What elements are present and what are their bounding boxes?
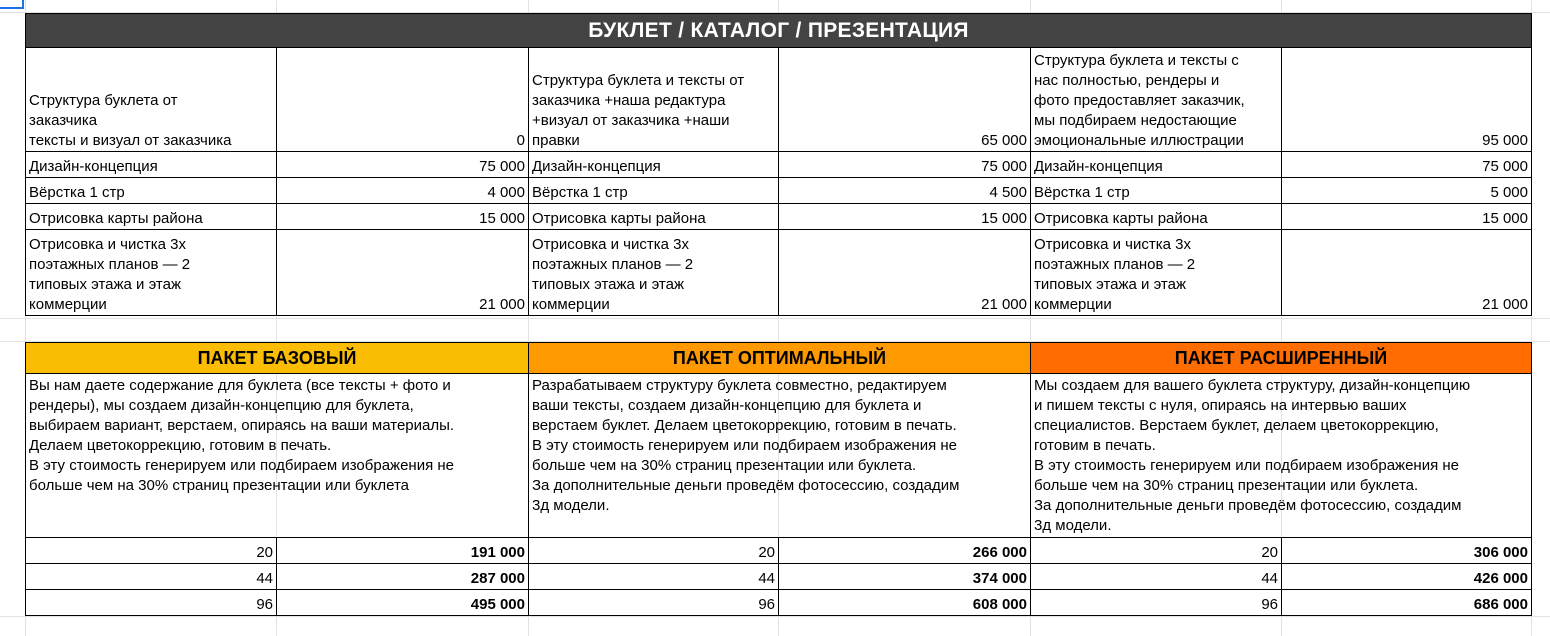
- package-extended-header[interactable]: ПАКЕТ РАСШИРЕННЫЙ: [1031, 343, 1532, 374]
- package-total[interactable]: 266 000: [779, 538, 1031, 564]
- option-1-label[interactable]: Структура буклета от заказчика тексты и визуал от заказчика: [26, 48, 277, 152]
- package-total[interactable]: 374 000: [779, 564, 1031, 590]
- package-total[interactable]: 686 000: [1282, 590, 1532, 616]
- package-total[interactable]: 608 000: [779, 590, 1031, 616]
- service-label[interactable]: Отрисовка карты района: [529, 204, 779, 230]
- options-table: [25, 13, 1532, 316]
- package-pages[interactable]: 44: [26, 564, 277, 590]
- option-1-price[interactable]: 0: [277, 48, 529, 152]
- service-label[interactable]: Отрисовка карты района: [1031, 204, 1282, 230]
- package-price-row: [26, 564, 1532, 590]
- service-row: [26, 152, 1532, 178]
- service-price[interactable]: 4 000: [277, 178, 529, 204]
- service-label[interactable]: Вёрстка 1 стр: [1031, 178, 1282, 204]
- service-price[interactable]: 15 000: [1282, 204, 1532, 230]
- plans-price[interactable]: 21 000: [1282, 230, 1532, 316]
- service-row: [26, 204, 1532, 230]
- gridline: [0, 318, 1550, 319]
- package-pages[interactable]: 44: [529, 564, 779, 590]
- package-pages[interactable]: 20: [26, 538, 277, 564]
- option-3-label[interactable]: Структура буклета и тексты с нас полностью, рендеры и фото предоставляет заказчик, мы подбираем недостающие эмоциональные иллюстрации: [1031, 48, 1282, 152]
- package-total[interactable]: 426 000: [1282, 564, 1532, 590]
- option-2-label[interactable]: Структура буклета и тексты от заказчика +наша редактура +визуал от заказчика +наши правки: [529, 48, 779, 152]
- package-total[interactable]: 495 000: [277, 590, 529, 616]
- service-price[interactable]: 4 500: [779, 178, 1031, 204]
- service-label[interactable]: Дизайн-концепция: [26, 152, 277, 178]
- service-label[interactable]: Дизайн-концепция: [1031, 152, 1282, 178]
- package-price-row: [26, 538, 1532, 564]
- package-optimal-header[interactable]: ПАКЕТ ОПТИМАЛЬНЫЙ: [529, 343, 1031, 374]
- plans-row: [26, 230, 1532, 316]
- package-pages[interactable]: 96: [1031, 590, 1282, 616]
- service-label[interactable]: Дизайн-концепция: [529, 152, 779, 178]
- service-price[interactable]: 75 000: [1282, 152, 1532, 178]
- page-title: БУКЛЕТ / КАТАЛОГ / ПРЕЗЕНТАЦИЯ: [26, 14, 1532, 48]
- option-2-price[interactable]: 65 000: [779, 48, 1031, 152]
- plans-label[interactable]: Отрисовка и чистка 3х поэтажных планов — 2 типовых этажа и этаж коммерции: [529, 230, 779, 316]
- package-extended-description[interactable]: Мы создаем для вашего буклета структуру, дизайн-концепцию и пишем тексты с нуля, опираясь на интервью ваших специалистов. Верстаем буклет, делаем цветокоррекцию, готовим в печать. В эту стоимость генерируем или подбираем изображения не больше чем на 30% страниц презентации или буклета. За дополнительные деньги проведём фотосессию, создадим 3д модели.: [1031, 374, 1532, 538]
- package-pages[interactable]: 96: [26, 590, 277, 616]
- plans-price[interactable]: 21 000: [277, 230, 529, 316]
- plans-price[interactable]: 21 000: [779, 230, 1031, 316]
- packages-table: [25, 342, 1532, 616]
- package-pages[interactable]: 20: [529, 538, 779, 564]
- plans-label[interactable]: Отрисовка и чистка 3х поэтажных планов — 2 типовых этажа и этаж коммерции: [1031, 230, 1282, 316]
- selected-cell-marker: [0, 0, 24, 9]
- service-label[interactable]: Вёрстка 1 стр: [529, 178, 779, 204]
- package-pages[interactable]: 20: [1031, 538, 1282, 564]
- package-total[interactable]: 287 000: [277, 564, 529, 590]
- plans-label[interactable]: Отрисовка и чистка 3х поэтажных планов — 2 типовых этажа и этаж коммерции: [26, 230, 277, 316]
- service-price[interactable]: 75 000: [277, 152, 529, 178]
- service-label[interactable]: Вёрстка 1 стр: [26, 178, 277, 204]
- service-price[interactable]: 15 000: [779, 204, 1031, 230]
- service-price[interactable]: 75 000: [779, 152, 1031, 178]
- package-pages[interactable]: 44: [1031, 564, 1282, 590]
- package-basic-header[interactable]: ПАКЕТ БАЗОВЫЙ: [26, 343, 529, 374]
- package-pages[interactable]: 96: [529, 590, 779, 616]
- package-total[interactable]: 191 000: [277, 538, 529, 564]
- service-price[interactable]: 15 000: [277, 204, 529, 230]
- option-3-price[interactable]: 95 000: [1282, 48, 1532, 152]
- service-row: [26, 178, 1532, 204]
- package-total[interactable]: 306 000: [1282, 538, 1532, 564]
- package-optimal-description[interactable]: Разрабатываем структуру буклета совместно, редактируем ваши тексты, создаем дизайн-концепцию для буклета и верстаем буклет. Делаем цветокоррекцию, готовим в печать. В эту стоимость генерируем или подбираем изображения не больше чем на 30% страниц презентации или буклета. За дополнительные деньги проведём фотосессию, создадим 3д модели.: [529, 374, 1031, 538]
- service-label[interactable]: Отрисовка карты района: [26, 204, 277, 230]
- gridline: [0, 616, 1550, 617]
- package-basic-description[interactable]: Вы нам даете содержание для буклета (все тексты + фото и рендеры), мы создаем дизайн-концепцию для буклета, выбираем вариант, верстаем, опираясь на ваши материалы. Делаем цветокоррекцию, готовим в печать. В эту стоимость генерируем или подбираем изображения не больше чем на 30% страниц презентации или буклета: [26, 374, 529, 538]
- package-price-row: [26, 590, 1532, 616]
- service-price[interactable]: 5 000: [1282, 178, 1532, 204]
